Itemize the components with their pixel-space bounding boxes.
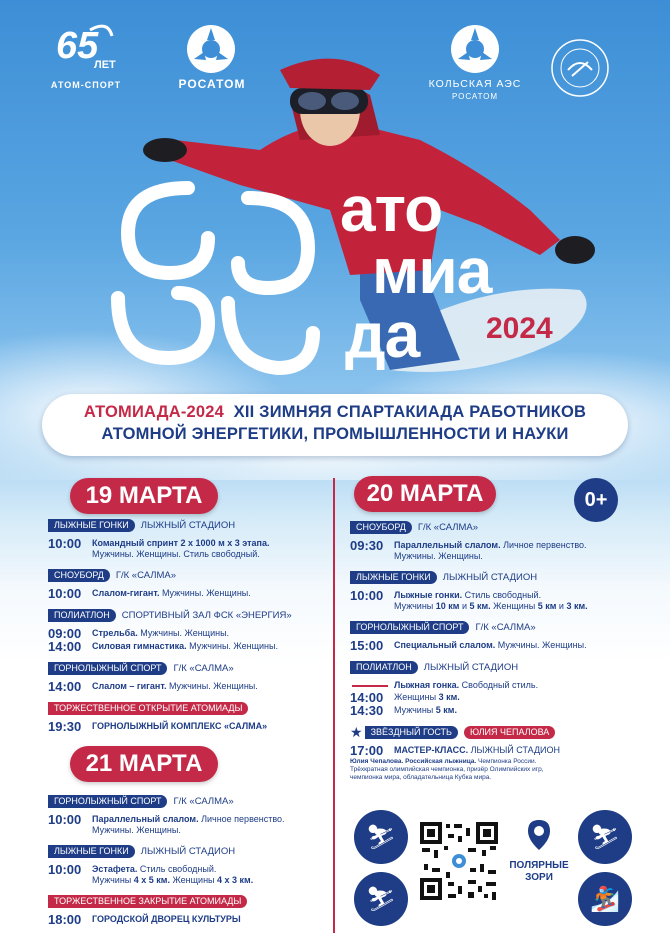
day3-event-relay	[48, 863, 328, 886]
day2-place-ski: ЛЫЖНЫЙ СТАДИОН	[442, 571, 538, 583]
day1-place-alpine: Г/К «САЛМА»	[173, 662, 234, 674]
day2-event-men	[350, 704, 640, 717]
day1-place-ski: ЛЫЖНЫЙ СТАДИОН	[140, 519, 236, 531]
day1-time-alpine: 14:00	[48, 679, 82, 694]
location-line-2: ЗОРИ	[525, 872, 553, 883]
day3-place-alpine: Г/К «САЛМА»	[173, 795, 234, 807]
day1-alpine-note: Мужчины. Женщины.	[166, 681, 258, 691]
day2-event-masterclass	[350, 744, 640, 757]
location-label	[508, 860, 570, 884]
day3-tag-alpine: ГОРНОЛЫЖНЫЙ СПОРТ	[48, 795, 167, 808]
day3-place-ski: ЛЫЖНЫЙ СТАДИОН	[140, 845, 236, 857]
guest-bio-line2: Трёхкратная олимпийская чемпионка, призёр Олимпийских игр,	[350, 766, 544, 773]
day3-time-closing: 18:00	[48, 912, 82, 927]
day2-cat-alpine	[350, 620, 640, 634]
location-pin-icon	[526, 818, 552, 852]
guest-bio-name: Юлия Чепалова. Российская лыжница.	[350, 758, 477, 765]
day2-time-slalom: 15:00	[350, 638, 384, 653]
day2-time-masterclass: 17:00	[350, 743, 384, 758]
banner-line-1	[42, 394, 628, 422]
day1-cat-snowboard	[48, 568, 328, 582]
day1-shooting-desc: Стрельба.	[92, 628, 138, 638]
day2-tag-snowboard: СНОУБОРД	[350, 521, 412, 534]
day3-alpine-note: Личное первенство.	[198, 814, 285, 824]
title-year: 2024	[486, 312, 553, 345]
day2-date: 20 МАРТА	[354, 476, 496, 512]
trade-union-seal-icon	[550, 38, 610, 98]
day1-time-gymnastics: 14:00	[48, 639, 82, 654]
day2-ski-men-d2: 5 км.	[469, 601, 491, 611]
day2-snowboard-note2: Мужчины. Женщины.	[394, 551, 483, 561]
day1-cat-alpine	[48, 661, 328, 675]
day2-cat-guest	[350, 725, 640, 739]
banner-event-name: АТОМИАДА-2024	[83, 403, 225, 421]
day2-event-snowboard	[350, 539, 640, 562]
day1-shooting-note: Мужчины. Женщины.	[137, 628, 230, 638]
day1-tag-alpine: ГОРНОЛЫЖНЫЙ СПОРТ	[48, 662, 167, 675]
skiing-biathlon-icon: ⛷	[578, 810, 632, 864]
day1-event-ski	[48, 537, 328, 560]
day1-event-snowboard	[48, 587, 328, 600]
svg-text:ЛЕТ: ЛЕТ	[94, 59, 116, 71]
day2-event-ski	[350, 589, 640, 612]
day1-time-shooting: 09:00	[48, 626, 82, 641]
day2-ski-men-d1: 10 км	[435, 601, 460, 611]
day3-relay-desc: Эстафета.	[92, 864, 138, 874]
day3-relay-note: Стиль свободный.	[137, 864, 217, 874]
guest-bio	[350, 758, 640, 782]
day2-slalom-note: Мужчины. Женщины.	[495, 640, 587, 650]
day1-snowboard-note: Мужчины. Женщины.	[159, 588, 251, 598]
day3-alpine-note2: Мужчины. Женщины.	[92, 825, 181, 835]
day2-ski-note: Стиль свободный.	[462, 590, 542, 600]
rosatom-label: РОСАТОМ	[178, 77, 246, 91]
day2-place-polyathlon: ЛЫЖНЫЙ СТАДИОН	[423, 661, 519, 673]
day2-time-men: 14:30	[350, 703, 384, 718]
day2-event-slalom	[350, 639, 640, 652]
day3-cat-closing	[48, 894, 328, 908]
day1-event-shooting	[48, 627, 328, 640]
guest-bio-title: Чемпионка России.	[476, 758, 537, 765]
qr-code[interactable]	[418, 820, 500, 902]
day3-tag-ski: ЛЫЖНЫЕ ГОНКИ	[48, 845, 135, 858]
day1-gymnastics-note: Мужчины. Женщины.	[186, 641, 278, 651]
day2-ski-and2: и	[556, 601, 567, 611]
day1-cat-ski	[48, 518, 328, 532]
atom-sport-label: АТОМ-СПОРТ	[50, 80, 122, 90]
banner-line-2: АТОМНОЙ ЭНЕРГЕТИКИ, ПРОМЫШЛЕННОСТИ И НАУКИ	[101, 425, 569, 443]
day1-event-alpine	[48, 680, 328, 693]
day1-cat-opening	[48, 701, 328, 715]
day2-women-dist: 3 км.	[438, 692, 460, 702]
day3-time-relay: 10:00	[48, 862, 82, 877]
day3-time-alpine: 10:00	[48, 812, 82, 827]
day2-time-ski: 10:00	[350, 588, 384, 603]
guest-bio-line3: чемпионка мира, обладательница Кубка мира.	[350, 774, 492, 781]
day2-ski-women-d1: 5 км	[537, 601, 557, 611]
day2-ski-women-d2: 3 км.	[566, 601, 588, 611]
svg-text:65: 65	[56, 25, 99, 67]
day2-cat-snowboard	[350, 520, 640, 534]
kola-npp-logo-icon	[450, 24, 500, 74]
day2-tag-alpine: ГОРНОЛЫЖНЫЙ СПОРТ	[350, 621, 469, 634]
kola-npp-sublabel: РОСАТОМ	[451, 92, 499, 101]
snowboarding-icon: 🏂	[578, 872, 632, 926]
day3-tag-closing: ТОРЖЕСТВЕННОЕ ЗАКРЫТИЕ АТОМИАДЫ	[48, 895, 247, 908]
day2-tag-polyathlon: ПОЛИАТЛОН	[350, 661, 418, 674]
day3-date: 21 МАРТА	[70, 746, 218, 782]
day2-cat-polyathlon	[350, 660, 640, 674]
day2-tag-guest: ЗВЁЗДНЫЙ ГОСТЬ	[365, 726, 458, 739]
title-line-1: ато	[340, 173, 443, 245]
banner-subtitle: XII ЗИМНЯЯ СПАРТАКИАДА РАБОТНИКОВ	[233, 403, 587, 421]
kola-npp-label: КОЛЬСКАЯ АЭС	[428, 78, 522, 90]
day1-ski-note: Мужчины. Женщины. Стиль свободный.	[92, 549, 260, 559]
day3-relay-men-dist: 4 х 5 км.	[133, 875, 170, 885]
day2-time-snowboard: 09:30	[350, 538, 384, 553]
day1-time-opening: 19:30	[48, 719, 82, 734]
day2-skirace-desc: Лыжная гонка.	[394, 680, 460, 690]
day1-ski-desc: Командный спринт 2 х 1000 м х 3 этапа.	[92, 538, 270, 548]
day3-cat-alpine	[48, 794, 328, 808]
day1-place-polyathlon: СПОРТИВНЫЙ ЗАЛ ФСК «ЭНЕРГИЯ»	[121, 609, 292, 621]
day2-event-women	[350, 691, 640, 704]
rosatom-logo-icon	[186, 24, 236, 74]
day2-place-alpine: Г/К «САЛМА»	[475, 621, 536, 633]
day2-men-dist: 5 км.	[435, 705, 457, 715]
atomiada-curve-emblem-icon	[98, 168, 328, 398]
day1-opening-desc: ГОРНОЛЫЖНЫЙ КОМПЛЕКС «САЛМА»	[92, 721, 268, 731]
day3-closing-desc: ГОРОДСКОЙ ДВОРЕЦ КУЛЬТУРЫ	[92, 914, 241, 924]
day1-time-snowboard: 10:00	[48, 586, 82, 601]
day2-skirace-note: Свободный стиль.	[459, 680, 539, 690]
age-rating-badge: 0+	[574, 478, 618, 522]
column-divider	[333, 478, 335, 933]
title-line-2: миа	[372, 235, 492, 307]
day1-gymnastics-desc: Силовая гимнастика.	[92, 641, 187, 651]
day2-women-label: Женщины	[394, 692, 439, 702]
day1-time-ski: 10:00	[48, 536, 82, 551]
day2-ski-women: Женщины	[490, 601, 538, 611]
day2-schedule	[350, 520, 640, 782]
day1-tag-snowboard: СНОУБОРД	[48, 569, 110, 582]
day1-tag-ski: ЛЫЖНЫЕ ГОНКИ	[48, 519, 135, 532]
event-banner	[42, 394, 628, 456]
day2-place-snowboard: Г/К «САЛМА»	[417, 521, 479, 533]
day1-tag-polyathlon: ПОЛИАТЛОН	[48, 609, 116, 622]
day2-event-skirace	[350, 679, 640, 691]
day1-event-gymnastics	[48, 640, 328, 653]
day1-alpine-desc: Слалом – гигант.	[92, 681, 167, 691]
day2-masterclass-place: ЛЫЖНЫЙ СТАДИОН	[468, 745, 561, 755]
day2-cat-ski	[350, 570, 640, 584]
day2-slalom-desc: Специальный слалом.	[394, 640, 496, 650]
day1-place-snowboard: Г/К «САЛМА»	[115, 569, 177, 581]
day1-snowboard-desc: Слалом-гигант.	[92, 588, 160, 598]
location-line-1: ПОЛЯРНЫЕ	[509, 860, 569, 871]
day2-skirace-dash	[350, 679, 394, 691]
day2-guest-name: ЮЛИЯ ЧЕПАЛОВА	[464, 726, 555, 739]
day2-ski-and1: и	[459, 601, 470, 611]
day2-ski-men: Мужчины	[394, 601, 436, 611]
day1-event-opening	[48, 720, 328, 733]
day2-snowboard-desc: Параллельный слалом.	[394, 540, 501, 550]
day3-alpine-desc: Параллельный слалом.	[92, 814, 199, 824]
day1-tag-opening: ТОРЖЕСТВЕННОЕ ОТКРЫТИЕ АТОМИАДЫ	[48, 702, 248, 715]
day3-relay-women-dist: 4 х 3 км.	[217, 875, 254, 885]
day2-men-label: Мужчины	[394, 705, 436, 715]
day2-snowboard-note: Личное первенство.	[500, 540, 587, 550]
day3-relay-men: Мужчины	[92, 875, 134, 885]
cross-country-skiing-icon: ⛷	[354, 872, 408, 926]
day2-tag-ski: ЛЫЖНЫЕ ГОНКИ	[350, 571, 437, 584]
day2-masterclass-desc: МАСТЕР-КЛАСС.	[394, 745, 469, 755]
alpine-skiing-icon: ⛷	[354, 810, 408, 864]
day3-relay-women: Женщины	[169, 875, 218, 885]
day3-cat-ski	[48, 844, 328, 858]
day3-event-alpine	[48, 813, 328, 836]
title-line-3: да	[345, 299, 420, 371]
atom-sport-logo-icon	[50, 16, 120, 76]
star-icon: ★	[350, 723, 363, 740]
day1-date: 19 МАРТА	[70, 478, 218, 514]
day2-time-women: 14:00	[350, 690, 384, 705]
day3-schedule	[48, 794, 328, 926]
day3-event-closing	[48, 913, 328, 926]
day1-schedule	[48, 518, 328, 733]
day2-ski-desc: Лыжные гонки.	[394, 590, 463, 600]
day1-cat-polyathlon	[48, 608, 328, 622]
